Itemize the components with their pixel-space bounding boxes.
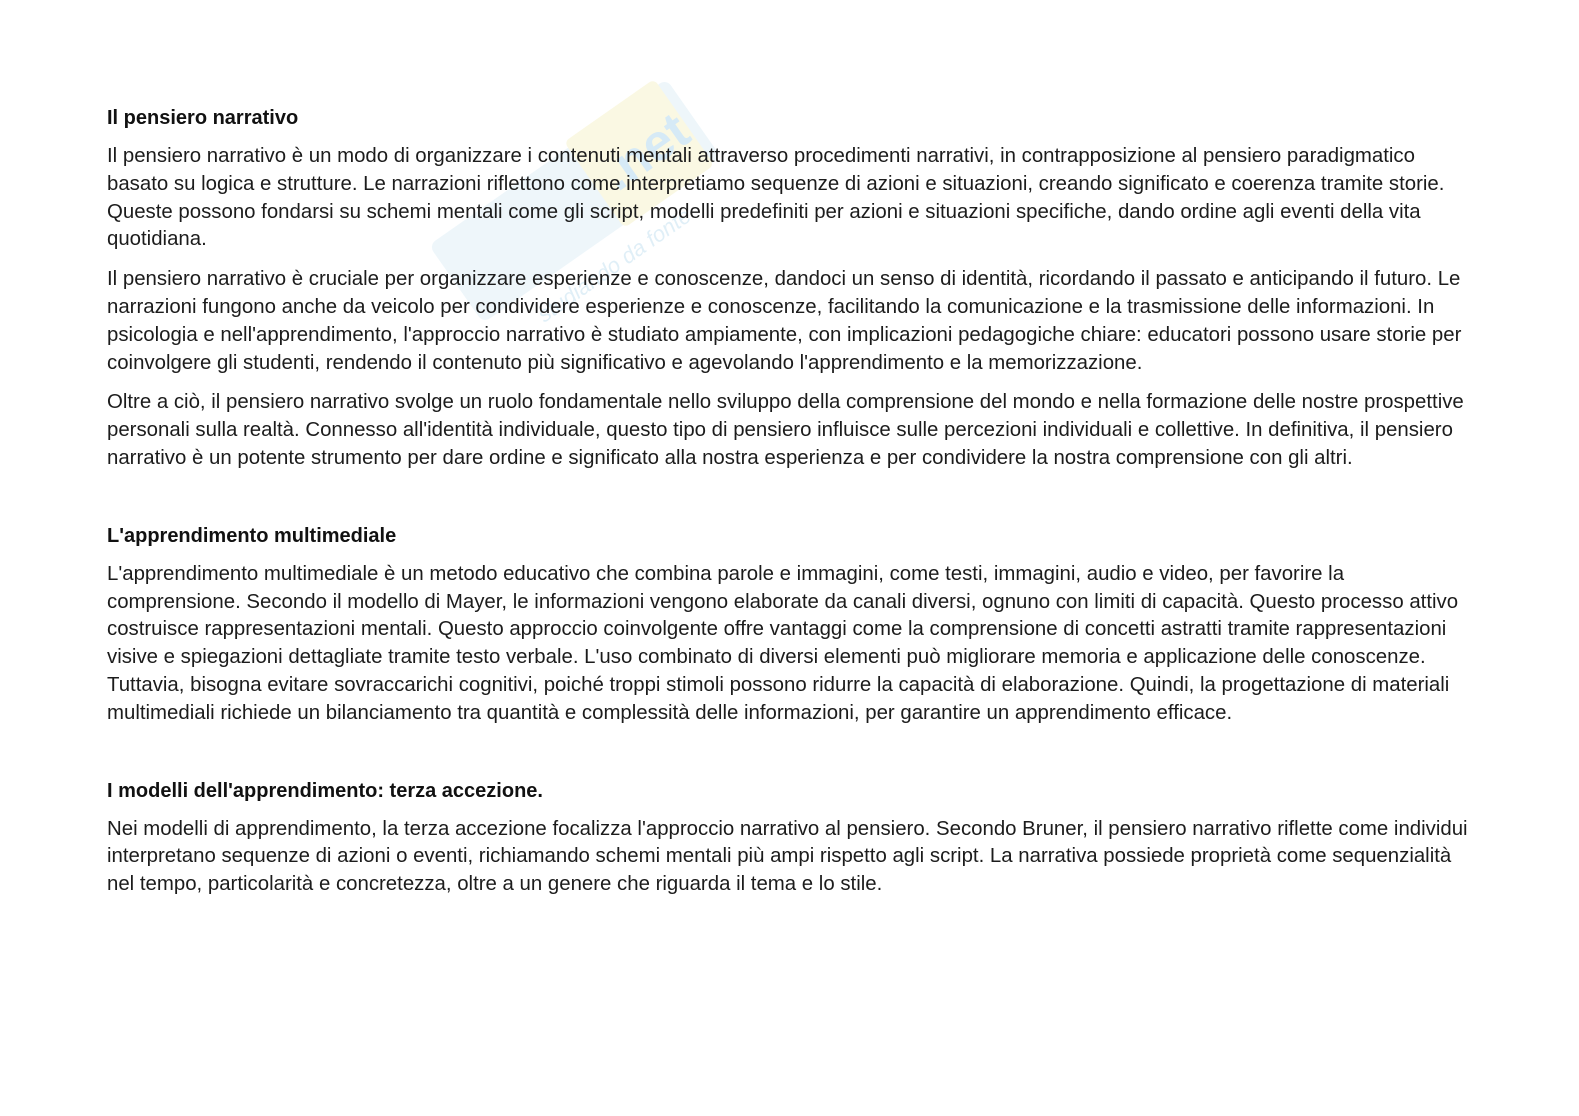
paragraph: Il pensiero narrativo è cruciale per organizzare esperienze e conoscenze, dandoci un senso di identità, ricordando il passato e anticipando il futuro. Le narrazioni fungono anche da veicolo per condividere esperienze e conoscenze, facilitando la comunicazione e la trasmissione delle informazioni. In psicologia e nell'apprendimento, l'approccio narrativo è studiato ampiamente, con implicazioni pedagogiche chiare: educatori possono usare storie per coinvolgere gli studenti, rendendo il contenuto più significativo e agevolando l'apprendimento e la memorizzazione. <box>107 268 1462 374</box>
section-title: Il pensiero narrativo <box>107 107 299 129</box>
watermark-subtext: studiando da fonte <box>532 202 696 328</box>
section-title: L'apprendimento multimediale <box>107 524 397 547</box>
document-body <box>107 101 1479 911</box>
paragraph: Il pensiero narrativo è un modo di organizzare i contenuti mentali attraverso procedimenti narrativi, in contrapposizione al pensiero paradigmatico basato su logica e strutture. Le narrazioni riflettono come interpretiamo sequenze di azioni e situazioni, creando significato e coerenza tramite storie. Queste possono fondarsi su schemi mentali come gli script, modelli predefiniti per azioni e situazioni specifiche, dando ordine agli eventi della vita quotidiana. <box>107 145 1445 251</box>
paragraph: L'apprendimento multimediale è un metodo educativo che combina parole e immagini, come testi, immagini, audio e video, per favorire la comprensione. Secondo il modello di Mayer, le informazioni vengono elaborate da canali diversi, ognuno con limiti di capacità. Questo processo attivo costruisce rappresentazioni mentali. Questo approccio coinvolgente offre vantaggi come la comprensione di concetti astratti tramite rappresentazioni visive e spiegazioni dettagliate tramite testo verbale. L'uso combinato di diversi elementi può migliorare memoria e applicazione delle conoscenze. Tuttavia, bisogna evitare sovraccarichi cognitivi, poiché troppi stimoli possono ridurre la capacità di elaborazione. Quindi, la progettazione di materiali multimediali richiede un bilanciamento tra quantità e complessità delle informazioni, per garantire un apprendimento efficace. <box>107 562 1459 724</box>
watermark-text: .net <box>591 101 701 203</box>
section-title: I modelli dell'apprendimento: terza accezione. <box>107 779 543 802</box>
section-pensiero-narrativo <box>107 101 1479 473</box>
paragraph: Oltre a ciò, il pensiero narrativo svolge un ruolo fondamentale nello sviluppo della comprensione del mondo e nella formazione delle nostre prospettive personali sulla realtà. Connesso all'identità individuale, questo tipo di pensiero influisce sulle percezioni individuali e collettive. In definitiva, il pensiero narrativo è un potente strumento per dare ordine e significato alla nostra esperienza e per condividere la nostra comprensione con gli altri. <box>107 391 1464 469</box>
section-apprendimento-multimediale <box>107 522 1479 728</box>
section-modelli-apprendimento <box>107 777 1479 899</box>
paragraph: Nei modelli di apprendimento, la terza accezione focalizza l'approccio narrativo al pensiero. Secondo Bruner, il pensiero narrativo riflette come individui interpretano sequenze di azioni o eventi, richiamando schemi mentali più ampi rispetto agli script. La narrativa possiede proprietà come sequenzialità nel tempo, particolarità e concretezza, oltre a un genere che riguarda il tema e lo stile. <box>107 817 1468 896</box>
